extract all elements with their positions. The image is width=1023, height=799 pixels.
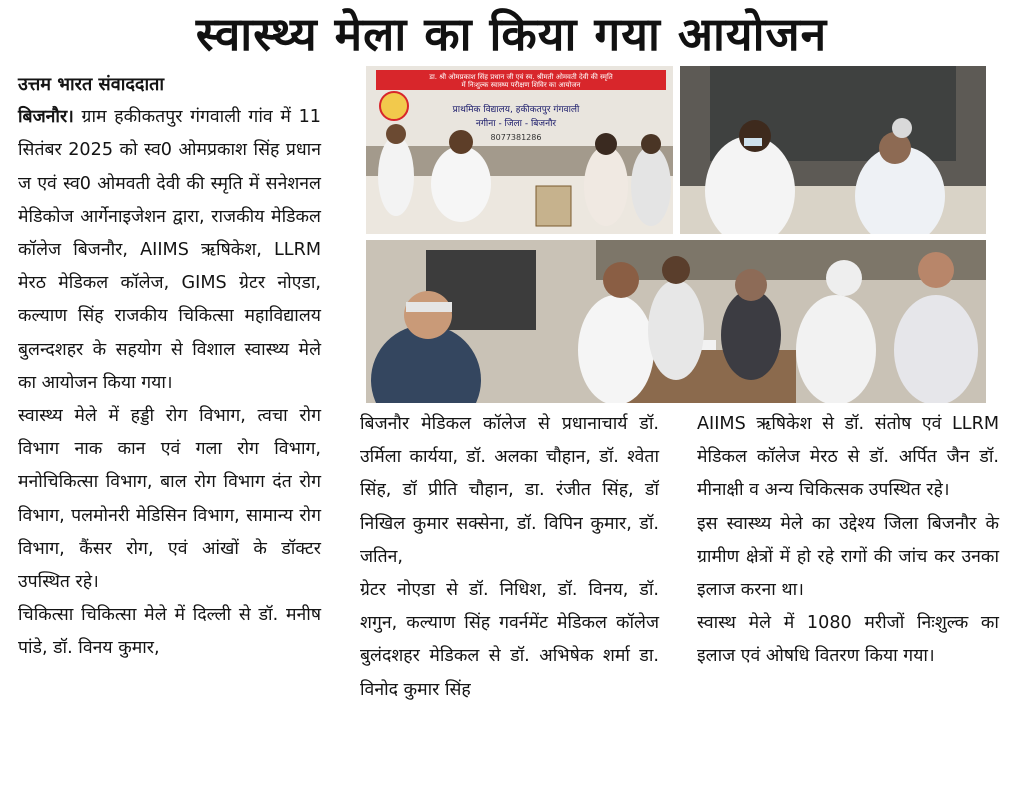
article-column-1 <box>18 68 321 666</box>
dateline: बिजनौर। <box>18 107 74 128</box>
aiims-doctors-paragraph: AIIMS ऋषिकेश से डॉ. संतोष एवं LLRM मेडिकल कॉलेज मेरठ से डॉ. अर्पित जैन डॉ. मीनाक्षी व अन्य चिकित्सक उपस्थित रहे। <box>697 414 999 501</box>
banner-line-4: नगीना - जिला - बिजनौर <box>475 119 557 129</box>
banner-line-1: डा. श्री ओमप्रकाश सिंह प्रधान जी एवं स्व. श्रीमती ओमवती देवी की स्मृति <box>429 73 613 81</box>
banner-phone: 8077381286 <box>490 133 542 142</box>
objective-paragraph: इस स्वास्थ्य मेले का उद्देश्य जिला बिजनौर के ग्रामीण क्षेत्रों में हो रहे रागों की जांच कर उनका इलाज करना था। <box>697 513 999 601</box>
headline: स्वास्थ्य मेला का किया गया आयोजन <box>195 7 828 61</box>
patients-paragraph: स्वास्थ मेले में 1080 मरीजों निःशुल्क का इलाज एवं ओषधि वितरण किया गया। <box>697 613 999 667</box>
photo-registration-crowd <box>366 240 986 403</box>
article-column-2 <box>360 408 659 707</box>
intro-text: ग्राम हकीकतपुर गंगवाली गांव में 11 सितंबर 2025 को स्व0 ओमप्रकाश सिंह प्रधान ज एवं स्व0 ओमवती देवी की स्मृति में सनेशनल मेडिकोज आर्गेनाइजेशन द्वारा, राजकीय मेडिकल कॉलेज बिजनौर, AIIMS ऋषिकेश, LLRM मेरठ मेडिकल कॉलेज, GIMS ग्रेटर नोएडा, कल्याण सिंह राजकीय चिकित्सा महाविद्यालय बुलन्दशहर के सहयोग से विशाल स्वास्थ्य मेले का आयोजन किया गया। <box>18 107 321 393</box>
article-column-3 <box>697 408 999 674</box>
photo-banner-scene <box>366 66 673 234</box>
banner-line-2: में निःशुल्क स्वास्थ्य परीक्षण शिविर का आयोजन <box>461 81 581 89</box>
delhi-doctors-paragraph: चिकित्सा चिकित्सा मेले में दिल्ली से डॉ. मनीष पांडे, डॉ. विनय कुमार, <box>18 605 321 659</box>
greater-noida-doctors-paragraph: ग्रेटर नोएडा से डॉ. निधिश, डॉ. विनय, डॉ. शगुन, कल्याण सिंह गवर्नमेंट मेडिकल कॉलेज बुलंदशहर मेडिकल से डॉ. अभिषेक शर्मा डा. विनोद कुमार सिंह <box>360 580 659 700</box>
photo-eye-checkup <box>680 66 986 234</box>
banner-line-3: प्राथमिक विद्यालय, हकीकतपुर गंगवाली <box>452 105 580 115</box>
departments-paragraph: स्वास्थ्य मेले में हड्डी रोग विभाग, त्वचा रोग विभाग नाक कान एवं गला रोग विभाग, मनोचिकित्सा विभाग, बाल रोग विभाग दंत रोग विभाग, पलमोनरी मेडिसिन विभाग, सामान्य रोग विभाग, कैंसर रोग, एवं आंखों के डॉक्टर उपस्थित रहे। <box>18 406 321 593</box>
intro-paragraph <box>18 101 321 400</box>
byline: उत्तम भारत संवाददाता <box>18 74 165 95</box>
bijnor-doctors-paragraph: बिजनौर मेडिकल कॉलेज से प्रधानाचार्य डॉ. उर्मिला कार्यया, डॉ. अलका चौहान, डॉ. श्वेता सिंह, डॉ प्रीति चौहान, डा. रंजीत सिंह, डॉ निखिल कुमार सक्सेना, डॉ. विपिन कुमार, डॉ. जतिन, <box>360 414 659 567</box>
